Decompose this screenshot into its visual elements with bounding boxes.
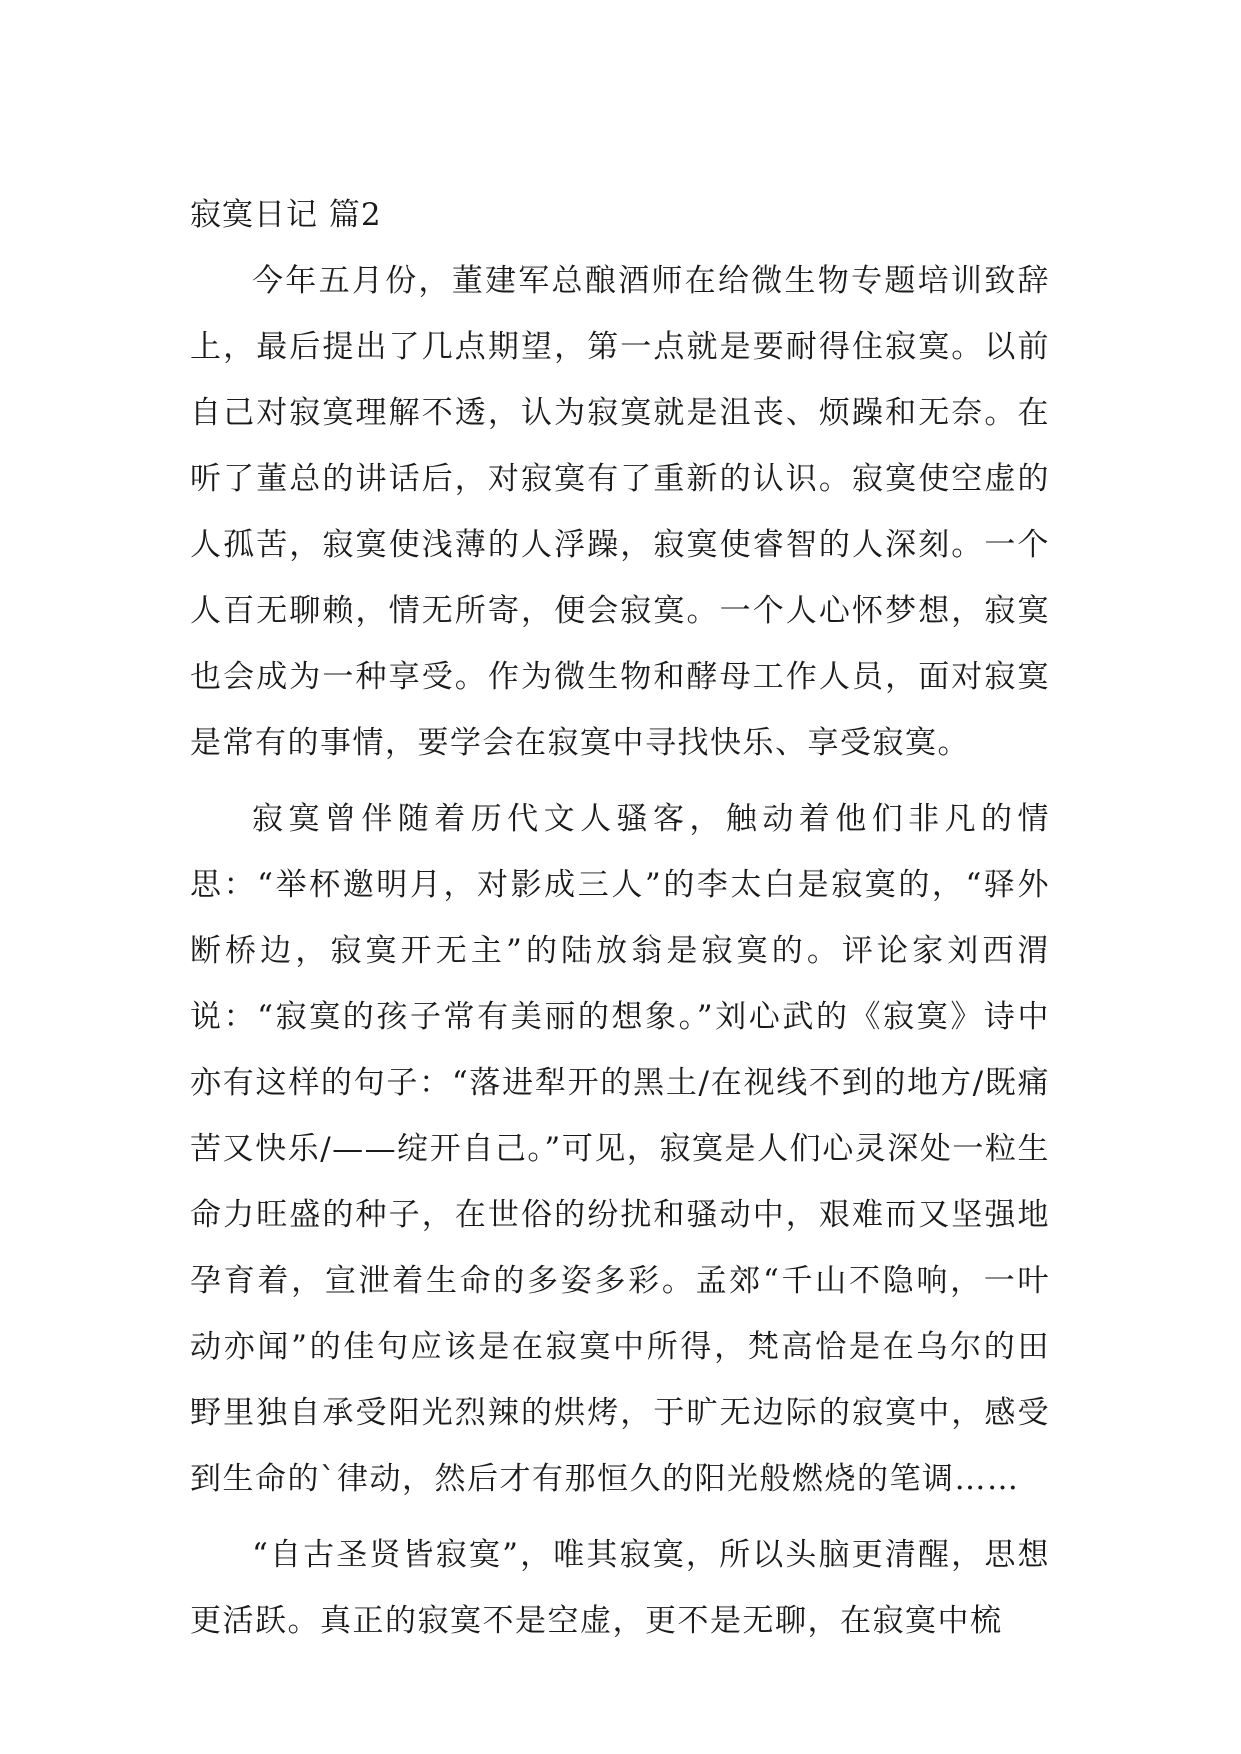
document-body [190, 190, 1050, 1654]
paragraph-3: “自古圣贤皆寂寞”，唯其寂寞，所以头脑更清醒，思想更活跃。真正的寂寞不是空虚，更不是无聊，在寂寞中梳 [190, 1537, 1050, 1639]
paragraph-1: 今年五月份，董建军总酿酒师在给微生物专题培训致辞上，最后提出了几点期望，第一点就是要耐得住寂寞。以前自己对寂寞理解不透，认为寂寞就是沮丧、烦躁和无奈。在听了董总的讲话后，对寂寞有了重新的认识。寂寞使空虚的人孤苦，寂寞使浅薄的人浮躁，寂寞使睿智的人深刻。一个人百无聊赖，情无所寄，便会寂寞。一个人心怀梦想，寂寞也会成为一种享受。作为微生物和酵母工作人员，面对寂寞是常有的事情，要学会在寂寞中寻找快乐、享受寂寞。 [190, 263, 1050, 761]
paragraph-2: 寂寞曾伴随着历代文人骚客，触动着他们非凡的情思：“举杯邀明月，对影成三人”的李太白是寂寞的，“驿外断桥边，寂寞开无主”的陆放翁是寂寞的。评论家刘西渭说：“寂寞的孩子常有美丽的想象。”刘心武的《寂寞》诗中亦有这样的句子：“落进犁开的黑土/在视线不到的地方/既痛苦又快乐/——绽开自己。”可见，寂寞是人们心灵深处一粒生命力旺盛的种子，在世俗的纷扰和骚动中，艰难而又坚强地孕育着，宣泄着生命的多姿多彩。孟郊“千山不隐响，一叶动亦闻”的佳句应该是在寂寞中所得，梵高恰是在乌尔的田野里独自承受阳光烈辣的烘烤，于旷无边际的寂寞中，感受到生命的`律动，然后才有那恒久的阳光般燃烧的笔调…… [190, 801, 1050, 1497]
document-title: 寂寞日记 篇2 [190, 197, 382, 233]
